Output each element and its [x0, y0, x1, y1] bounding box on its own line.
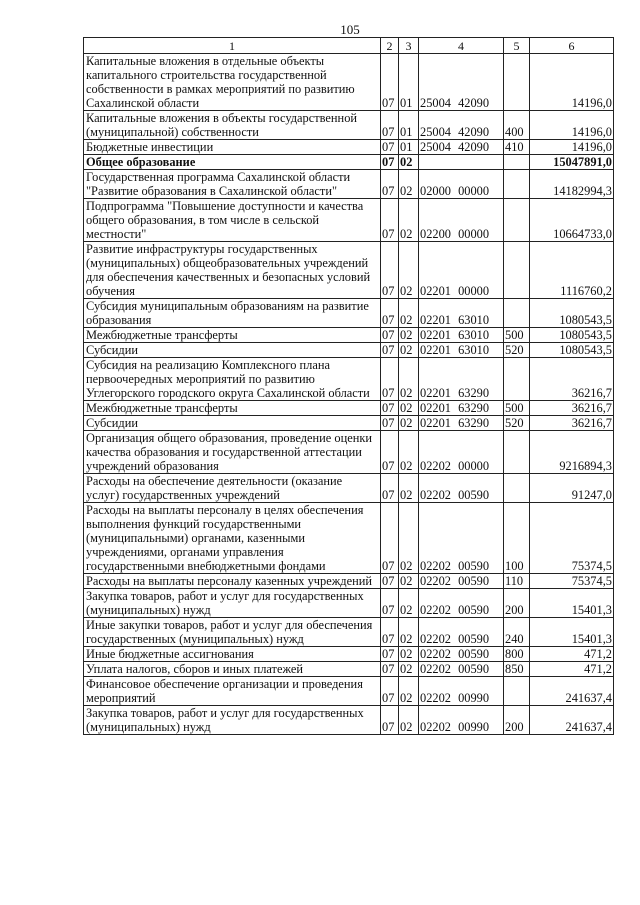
table-row — [84, 54, 614, 111]
row-description: Развитие инфраструктуры государственных (муниципальных) общеобразовательных учреждений для обеспечения качественных и безопасных условий обучения — [84, 242, 381, 299]
section-code: 07 — [381, 401, 399, 416]
table-row — [84, 299, 614, 328]
row-description: Бюджетные инвестиции — [84, 140, 381, 155]
table-row — [84, 503, 614, 574]
section-code: 07 — [381, 662, 399, 677]
target-article-code: 02201 63010 — [419, 343, 504, 358]
table-row — [84, 155, 614, 170]
header-cell: 5 — [504, 38, 530, 54]
section-code: 07 — [381, 140, 399, 155]
amount: 14182994,3 — [530, 170, 614, 199]
target-article-code: 25004 42090 — [419, 140, 504, 155]
row-description: Субсидия муниципальным образованиям на развитие образования — [84, 299, 381, 328]
expense-type-code: 100 — [504, 503, 530, 574]
subsection-code: 02 — [399, 170, 419, 199]
row-description: Финансовое обеспечение организации и проведения мероприятий — [84, 677, 381, 706]
table-row — [84, 358, 614, 401]
expense-type-code — [504, 431, 530, 474]
row-description: Расходы на выплаты персоналу казенных учреждений — [84, 574, 381, 589]
table-row — [84, 589, 614, 618]
expense-type-code: 240 — [504, 618, 530, 647]
target-article-code: 02201 00000 — [419, 242, 504, 299]
amount: 471,2 — [530, 662, 614, 677]
expense-type-code — [504, 54, 530, 111]
target-article-code: 02000 00000 — [419, 170, 504, 199]
expense-type-code: 200 — [504, 706, 530, 735]
row-description: Капитальные вложения в объекты государственной (муниципальной) собственности — [84, 111, 381, 140]
subsection-code: 02 — [399, 401, 419, 416]
target-article-code: 02202 00590 — [419, 503, 504, 574]
expense-type-code — [504, 299, 530, 328]
subsection-code: 02 — [399, 343, 419, 358]
subsection-code: 02 — [399, 662, 419, 677]
subsection-code: 02 — [399, 155, 419, 170]
subsection-code: 02 — [399, 589, 419, 618]
row-description: Подпрограмма "Повышение доступности и качества общего образования, в том числе в сельской местности" — [84, 199, 381, 242]
target-article-code: 02202 00000 — [419, 431, 504, 474]
amount: 75374,5 — [530, 503, 614, 574]
section-code: 07 — [381, 589, 399, 618]
subsection-code: 02 — [399, 328, 419, 343]
header-cell: 2 — [381, 38, 399, 54]
row-description: Расходы на обеспечение деятельности (оказание услуг) государственных учреждений — [84, 474, 381, 503]
subsection-code: 02 — [399, 299, 419, 328]
target-article-code: 02202 00590 — [419, 662, 504, 677]
subsection-code: 02 — [399, 474, 419, 503]
amount: 9216894,3 — [530, 431, 614, 474]
expense-type-code: 850 — [504, 662, 530, 677]
amount: 14196,0 — [530, 111, 614, 140]
header-cell: 1 — [84, 38, 381, 54]
expense-type-code: 200 — [504, 589, 530, 618]
row-description: Закупка товаров, работ и услуг для государственных (муниципальных) нужд — [84, 706, 381, 735]
section-code: 07 — [381, 199, 399, 242]
section-code: 07 — [381, 54, 399, 111]
subsection-code: 02 — [399, 574, 419, 589]
row-description: Иные закупки товаров, работ и услуг для обеспечения государственных (муниципальных) нужд — [84, 618, 381, 647]
table-row — [84, 111, 614, 140]
target-article-code: 25004 42090 — [419, 54, 504, 111]
target-article-code — [419, 155, 504, 170]
expense-type-code: 400 — [504, 111, 530, 140]
target-article-code: 25004 42090 — [419, 111, 504, 140]
subsection-code: 02 — [399, 706, 419, 735]
section-code: 07 — [381, 328, 399, 343]
target-article-code: 02202 00590 — [419, 618, 504, 647]
amount: 1080543,5 — [530, 299, 614, 328]
row-description: Расходы на выплаты персоналу в целях обеспечения выполнения функций государственными (муниципальными) органами, казенными учреждениями, органами управления государственными внебюджетными фондами — [84, 503, 381, 574]
section-code: 07 — [381, 647, 399, 662]
expense-type-code — [504, 170, 530, 199]
expense-type-code: 110 — [504, 574, 530, 589]
section-code: 07 — [381, 618, 399, 647]
subsection-code: 02 — [399, 618, 419, 647]
expense-type-code: 520 — [504, 343, 530, 358]
amount: 241637,4 — [530, 706, 614, 735]
table-row — [84, 574, 614, 589]
table-row — [84, 677, 614, 706]
table-row — [84, 431, 614, 474]
target-article-code: 02202 00590 — [419, 647, 504, 662]
subsection-code: 02 — [399, 677, 419, 706]
expense-type-code — [504, 242, 530, 299]
subsection-code: 02 — [399, 647, 419, 662]
expense-type-code: 500 — [504, 328, 530, 343]
section-code: 07 — [381, 416, 399, 431]
row-description: Организация общего образования, проведение оценки качества образования и государственной аттестации учреждений образования — [84, 431, 381, 474]
budget-table — [83, 37, 614, 735]
table-row — [84, 140, 614, 155]
table-row — [84, 706, 614, 735]
section-code: 07 — [381, 343, 399, 358]
row-description: Уплата налогов, сборов и иных платежей — [84, 662, 381, 677]
expense-type-code — [504, 474, 530, 503]
target-article-code: 02202 00590 — [419, 574, 504, 589]
amount: 36216,7 — [530, 358, 614, 401]
table-row — [84, 416, 614, 431]
row-description: Государственная программа Сахалинской области "Развитие образования в Сахалинской области" — [84, 170, 381, 199]
row-description: Субсидии — [84, 343, 381, 358]
subsection-code: 01 — [399, 54, 419, 111]
target-article-code: 02202 00590 — [419, 589, 504, 618]
subsection-code: 02 — [399, 503, 419, 574]
expense-type-code: 800 — [504, 647, 530, 662]
section-code: 07 — [381, 474, 399, 503]
amount: 36216,7 — [530, 401, 614, 416]
amount: 1080543,5 — [530, 343, 614, 358]
subsection-code: 02 — [399, 358, 419, 401]
expense-type-code — [504, 677, 530, 706]
section-code: 07 — [381, 431, 399, 474]
amount: 15401,3 — [530, 618, 614, 647]
amount: 15401,3 — [530, 589, 614, 618]
section-code: 07 — [381, 299, 399, 328]
row-description: Межбюджетные трансферты — [84, 401, 381, 416]
row-description: Общее образование — [84, 155, 381, 170]
table-row — [84, 242, 614, 299]
section-code: 07 — [381, 358, 399, 401]
section-code: 07 — [381, 242, 399, 299]
table-row — [84, 199, 614, 242]
row-description: Иные бюджетные ассигнования — [84, 647, 381, 662]
table-row — [84, 343, 614, 358]
header-cell: 4 — [419, 38, 504, 54]
row-description: Капитальные вложения в отдельные объекты капитального строительства государственной собственности в рамках мероприятий по развитию Сахалинской области — [84, 54, 381, 111]
target-article-code: 02201 63010 — [419, 299, 504, 328]
row-description: Закупка товаров, работ и услуг для государственных (муниципальных) нужд — [84, 589, 381, 618]
table-row — [84, 170, 614, 199]
amount: 241637,4 — [530, 677, 614, 706]
header-cell: 6 — [530, 38, 614, 54]
amount: 15047891,0 — [530, 155, 614, 170]
amount: 14196,0 — [530, 54, 614, 111]
amount: 471,2 — [530, 647, 614, 662]
header-row — [84, 38, 614, 54]
subsection-code: 02 — [399, 199, 419, 242]
target-article-code: 02202 00990 — [419, 706, 504, 735]
target-article-code: 02202 00590 — [419, 474, 504, 503]
row-description: Межбюджетные трансферты — [84, 328, 381, 343]
subsection-code: 02 — [399, 416, 419, 431]
row-description: Субсидии — [84, 416, 381, 431]
expense-type-code — [504, 155, 530, 170]
amount: 75374,5 — [530, 574, 614, 589]
target-article-code: 02200 00000 — [419, 199, 504, 242]
amount: 14196,0 — [530, 140, 614, 155]
row-description: Субсидия на реализацию Комплексного плана первоочередных мероприятий по развитию Углегорского городского округа Сахалинской области — [84, 358, 381, 401]
section-code: 07 — [381, 503, 399, 574]
amount: 1116760,2 — [530, 242, 614, 299]
expense-type-code: 520 — [504, 416, 530, 431]
expense-type-code — [504, 358, 530, 401]
table-row — [84, 401, 614, 416]
table-row — [84, 474, 614, 503]
target-article-code: 02201 63290 — [419, 416, 504, 431]
target-article-code: 02202 00990 — [419, 677, 504, 706]
amount: 91247,0 — [530, 474, 614, 503]
section-code: 07 — [381, 677, 399, 706]
section-code: 07 — [381, 574, 399, 589]
target-article-code: 02201 63290 — [419, 401, 504, 416]
expense-type-code — [504, 199, 530, 242]
section-code: 07 — [381, 155, 399, 170]
page-number: 105 — [340, 22, 360, 37]
expense-type-code: 410 — [504, 140, 530, 155]
subsection-code: 01 — [399, 111, 419, 140]
header-cell: 3 — [399, 38, 419, 54]
amount: 10664733,0 — [530, 199, 614, 242]
subsection-code: 01 — [399, 140, 419, 155]
amount: 1080543,5 — [530, 328, 614, 343]
table-row — [84, 662, 614, 677]
table-row — [84, 647, 614, 662]
section-code: 07 — [381, 706, 399, 735]
subsection-code: 02 — [399, 431, 419, 474]
section-code: 07 — [381, 170, 399, 199]
amount: 36216,7 — [530, 416, 614, 431]
target-article-code: 02201 63010 — [419, 328, 504, 343]
target-article-code: 02201 63290 — [419, 358, 504, 401]
table-row — [84, 618, 614, 647]
section-code: 07 — [381, 111, 399, 140]
expense-type-code: 500 — [504, 401, 530, 416]
subsection-code: 02 — [399, 242, 419, 299]
table-row — [84, 328, 614, 343]
